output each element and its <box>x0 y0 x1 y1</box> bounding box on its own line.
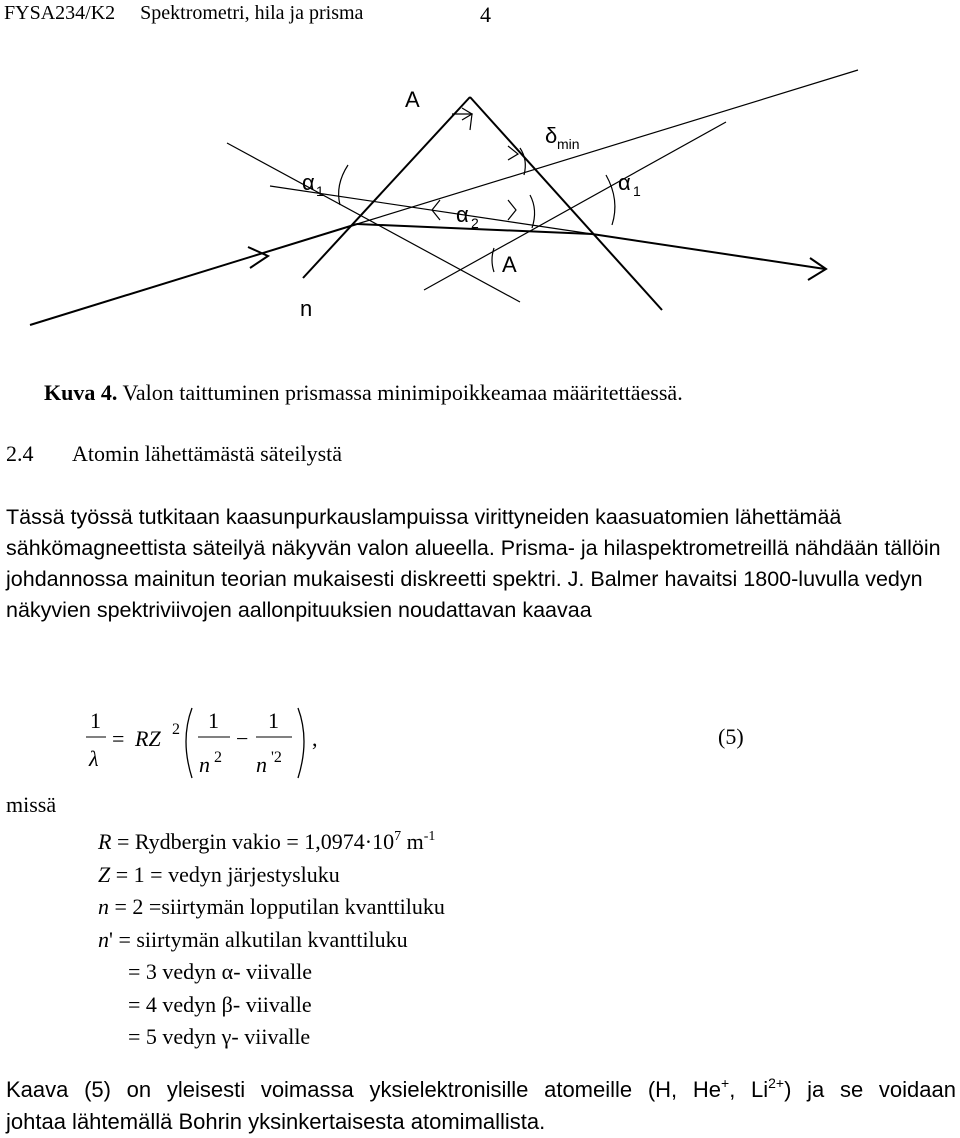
apex-label: A <box>405 87 420 112</box>
final-line-2: johtaa lähtemällä Bohrin yksinkertaisesta atomimallista. <box>6 1109 546 1134</box>
alpha1-right-label: α <box>618 170 631 195</box>
delta-label: δ <box>545 123 558 148</box>
final-line-1: Kaava (5) on yleisesti voimassa yksielektronisille atomeille (H, He+, $Li^{2+}$) ja se voidaan <box>6 1075 956 1102</box>
emergent-ray <box>592 234 825 269</box>
def-alpha-line: = 3 vedyn α- viivalle <box>128 959 313 984</box>
alpha1-right-arc <box>606 175 615 225</box>
caption-label: Kuva 4. <box>44 380 118 405</box>
def-z: Z = 1 = vedyn järjestysluku <box>98 861 340 887</box>
eq-f2-pow: '2 <box>271 749 282 766</box>
figure-caption <box>44 380 683 406</box>
def-n: n = 2 =siirtymän lopputilan kvanttiluku <box>98 894 445 919</box>
incident-extension <box>357 70 858 224</box>
header-title: Spektrometri, hila ja prisma <box>140 2 364 24</box>
prism-left-side <box>303 97 470 278</box>
alpha2-label: α <box>456 202 469 227</box>
eq-f2-num: 1 <box>268 708 279 733</box>
eq-right-paren <box>298 708 304 778</box>
course-code: FYSA234/K2 <box>4 2 116 24</box>
prism-diagram <box>0 60 960 360</box>
alpha2-right-arc <box>530 195 535 228</box>
eq-left-paren <box>186 708 192 778</box>
eq-f1-pow: 2 <box>214 749 222 766</box>
final-paragraph <box>6 1074 956 1138</box>
eq-lhs-num: 1 <box>90 708 101 733</box>
page-number: 4 <box>480 2 491 27</box>
def-nprime: n' = siirtymän alkutilan kvanttiluku <box>98 926 408 952</box>
definitions-list <box>98 826 445 1054</box>
def-beta-line: = 4 vedyn β- viivalle <box>128 991 312 1017</box>
body-paragraph: Tässä työssä tutkitaan kaasunpurkauslampuissa virittyneiden kaasuatomien lähettämää sähkömagneettista säteilyä näkyvän valon alueella. Prisma- ja hilaspektrometreillä nähdään tällöin johdannossa mainitun teorian mukaisesti diskreetti spektri. J. Balmer havaitsi 1800-luvulla vedyn näkyvien spektriviivojen aallonpituuksien noudattavan kaavaa <box>6 505 941 622</box>
alpha1-left-sub: 1 <box>316 183 324 199</box>
eq-lhs-den: λ <box>89 746 99 771</box>
angle-a-label: A <box>502 252 517 277</box>
alpha2-right-arrow <box>508 200 516 220</box>
page-header <box>4 2 491 27</box>
equation-number: (5) <box>718 724 744 749</box>
caption-text: Valon taittuminen prismassa minimipoikkeamaa määritettäessä. <box>117 380 683 405</box>
prism-right-side <box>470 97 662 310</box>
delta-sub: min <box>557 136 580 152</box>
section-title: Atomin lähettämästä säteilystä <box>72 441 343 466</box>
eq-minus: − <box>236 726 249 751</box>
def-r: R = Rydbergin vakio = $1,0974\cdot 10^7$ $m^{-1}$ <box>98 829 436 854</box>
section-number: 2.4 <box>6 441 34 466</box>
section-heading <box>6 441 342 467</box>
eq-rz: RZ <box>135 726 161 751</box>
eq-f1-num: 1 <box>208 708 219 733</box>
def-gamma-line: = 5 vedyn γ- viivalle <box>128 1024 311 1049</box>
alpha1-right-sub: 1 <box>633 183 641 199</box>
alpha1-left-label: α <box>302 170 315 195</box>
eq-f2-den: n <box>256 752 267 777</box>
eq-f1-den: n <box>199 752 210 777</box>
alpha2-sub: 2 <box>471 215 479 231</box>
n-label: n <box>300 296 313 321</box>
eq-rz-sup: 2 <box>172 721 180 738</box>
missa-label: missä <box>6 792 57 817</box>
eq-equals: = <box>112 726 125 751</box>
balmer-equation <box>80 700 780 790</box>
alpha1-left-arc <box>339 165 348 205</box>
eq-comma: , <box>312 726 318 751</box>
